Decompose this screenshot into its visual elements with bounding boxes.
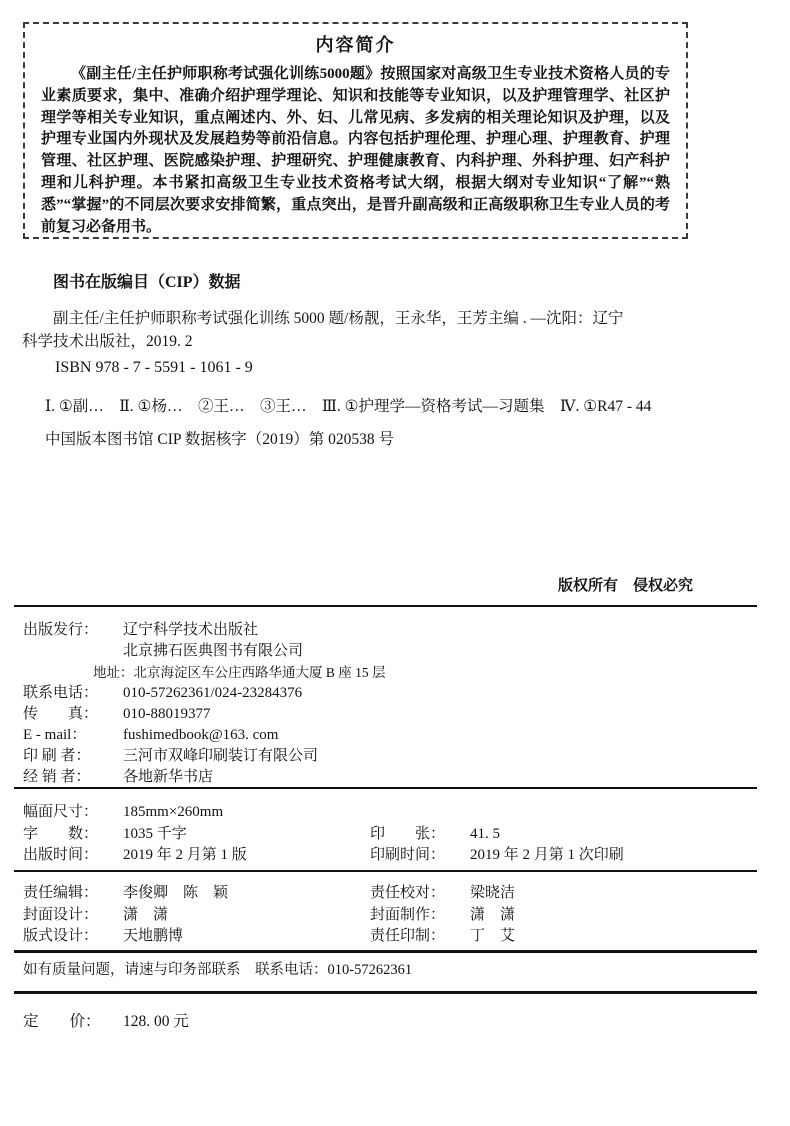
publisher-row bbox=[23, 620, 757, 641]
row-value: 潇 潇 bbox=[123, 906, 169, 923]
row-label: 封面制作： bbox=[370, 906, 446, 923]
quality-notice: 如有质量问题，请速与印务部联系 联系电话：010-57262361 bbox=[23, 962, 413, 978]
isbn-number: ISBN 978 - 7 - 5591 - 1061 - 9 bbox=[55, 359, 253, 376]
cip-description-line1: 副主任/主任护师职称考试强化训练 5000 题/杨靓，王永华，王芳主编 . —沈阳：辽宁 bbox=[53, 310, 624, 327]
row-label: 经 销 者： bbox=[23, 769, 91, 785]
credits-row bbox=[23, 883, 757, 905]
row-label: 印 刷 者： bbox=[23, 748, 91, 764]
publisher-address-row bbox=[23, 662, 757, 683]
publisher-row bbox=[23, 746, 757, 767]
content-summary-box bbox=[23, 22, 688, 239]
row-label: 字 数： bbox=[23, 825, 99, 842]
price-label: 定 价： bbox=[23, 1013, 101, 1030]
row-label: 责任编辑： bbox=[23, 885, 99, 901]
spec-row bbox=[23, 802, 757, 824]
row-label: 印刷时间： bbox=[370, 847, 446, 863]
price-line bbox=[23, 1012, 189, 1032]
print-spec-section bbox=[23, 802, 757, 867]
cip-classification: Ⅰ. ①副… Ⅱ. ①杨… ②王… ③王… Ⅲ. ①护理学—资格考试—习题集 Ⅳ. ①R47 - 44 bbox=[45, 398, 652, 415]
divider-rule bbox=[14, 787, 757, 789]
row-value: 41. 5 bbox=[470, 825, 500, 842]
price-value: 128. 00 元 bbox=[123, 1013, 189, 1030]
row-value: 010-88019377 bbox=[123, 706, 211, 722]
cip-description-line2: 科学技术出版社，2019. 2 bbox=[22, 333, 193, 350]
divider-rule bbox=[14, 950, 757, 953]
publisher-row bbox=[23, 767, 757, 788]
content-summary-title: 内容简介 bbox=[315, 35, 396, 55]
row-value: 辽宁科学技术出版社 bbox=[123, 622, 259, 638]
row-label: 出版发行： bbox=[23, 622, 99, 638]
row-label: 出版时间： bbox=[23, 847, 99, 863]
row-label: 印 张： bbox=[370, 825, 446, 842]
publisher-info-section bbox=[23, 620, 757, 788]
row-label: 版式设计： bbox=[23, 928, 99, 944]
credits-section bbox=[23, 883, 757, 948]
cip-record-number: 中国版本图书馆 CIP 数据核字（2019）第 020538 号 bbox=[45, 431, 395, 448]
row-value: 三河市双峰印刷装订有限公司 bbox=[123, 748, 319, 764]
spec-row bbox=[23, 845, 757, 867]
credits-row bbox=[23, 905, 757, 927]
credits-row bbox=[23, 926, 757, 948]
publisher-row bbox=[23, 704, 757, 725]
row-value: fushimedbook@163. com bbox=[123, 727, 279, 743]
spec-row bbox=[23, 824, 757, 846]
row-value: 1035 千字 bbox=[123, 825, 187, 842]
row-label: 传 真： bbox=[23, 706, 99, 722]
row-label: 联系电话： bbox=[23, 685, 99, 701]
divider-rule bbox=[14, 991, 757, 994]
row-value: 丁 艾 bbox=[470, 928, 516, 944]
row-value: 潇 潇 bbox=[470, 906, 516, 923]
row-value: 2019 年 2 月第 1 版 bbox=[123, 847, 247, 863]
divider-rule bbox=[14, 605, 757, 607]
row-label: 责任校对： bbox=[370, 885, 446, 901]
row-label: 封面设计： bbox=[23, 906, 99, 923]
content-summary-text: 《副主任/主任护师职称考试强化训练5000题》按照国家对高级卫生专业技术资格人员的专业素质要求，集中、准确介绍护理学理论、知识和技能等专业知识，以及护理管理学、社区护理学等相关专业知识，重点阐述内、外、妇、儿常见病、多发病的相关理论知识及护理，以及护理专业国内外现状及发展趋势等前沿信息。内容包括护理伦理、护理心理、护理教育、护理管理、社区护理、医院感染护理、护理研究、护理健康教育、内科护理、外科护理、妇产科护理和儿科护理。本书紧扣高级卫生专业技术资格考试大纲，根据大纲对专业知识“了解”“熟悉”“掌握”的不同层次要求安排简繁，重点突出，是晋升副高级和正高级职称卫生专业人员的考前复习必备用书。 bbox=[41, 66, 670, 235]
row-value: 010-57262361/024-23284376 bbox=[123, 685, 303, 701]
publisher-row bbox=[23, 683, 757, 704]
row-label: 幅面尺寸： bbox=[23, 804, 99, 820]
row-value: 185mm×260mm bbox=[123, 804, 224, 820]
divider-rule bbox=[14, 870, 757, 872]
row-value: 2019 年 2 月第 1 次印刷 bbox=[470, 847, 624, 863]
row-value: 天地鹏博 bbox=[123, 928, 184, 944]
row-label: 责任印制： bbox=[370, 928, 446, 944]
cip-heading: 图书在版编目（CIP）数据 bbox=[53, 274, 241, 291]
row-value: 各地新华书店 bbox=[123, 769, 214, 785]
row-value: 李俊卿 陈 颖 bbox=[123, 885, 229, 901]
row-value: 地址：北京海淀区车公庄西路华通大厦 B 座 15 层 bbox=[93, 665, 386, 680]
copyright-notice: 版权所有 侵权必究 bbox=[557, 578, 693, 594]
row-label: E - mail： bbox=[23, 727, 87, 743]
row-value: 北京拂石医典图书有限公司 bbox=[123, 643, 304, 659]
publisher-row bbox=[23, 725, 757, 746]
row-value: 梁晓洁 bbox=[470, 885, 516, 901]
publisher-row bbox=[23, 641, 757, 662]
